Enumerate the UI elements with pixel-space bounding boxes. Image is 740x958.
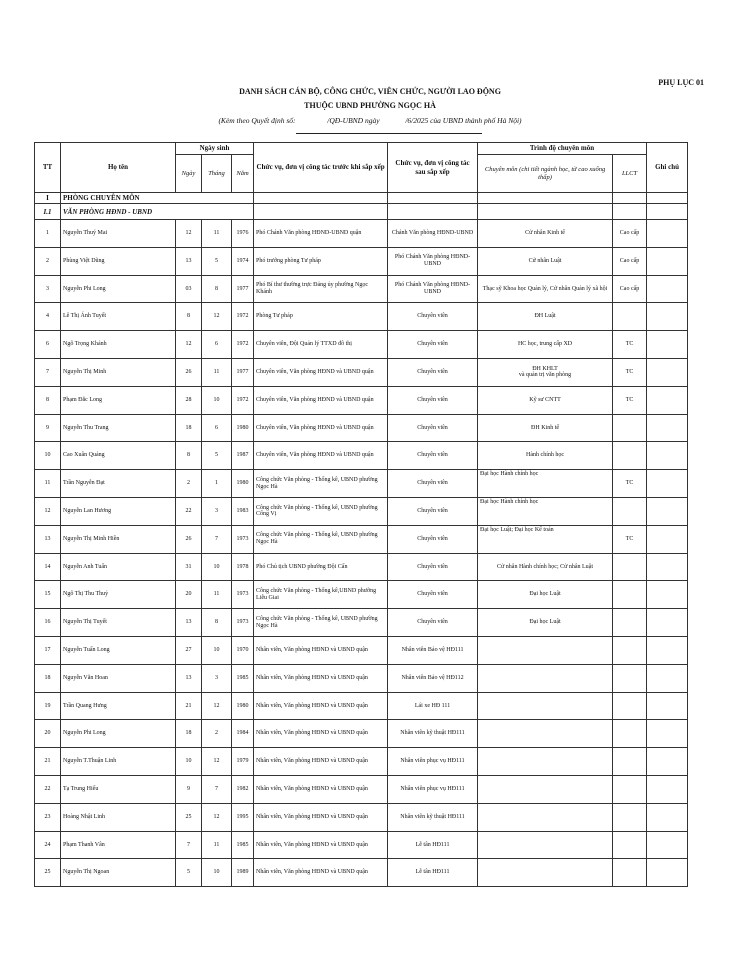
cell-llct [613, 442, 647, 470]
cell-llct [613, 803, 647, 831]
cell-month: 10 [202, 637, 232, 665]
cell-day: 22 [176, 498, 202, 526]
table-row [35, 748, 688, 776]
cell-year: 1984 [232, 720, 254, 748]
cell-llct: TC [613, 331, 647, 359]
cell-llct [613, 303, 647, 331]
cell-month: 8 [202, 609, 232, 637]
cell-llct [613, 859, 647, 887]
section-row [35, 193, 688, 204]
cell-position-before: Công chức Văn phòng - Thống kê, UBND phường Ngọc Hà [254, 470, 388, 498]
cell-tt: 1 [35, 220, 61, 248]
cell-position-before: Chuyên viên, Đội Quản lý TTXD đô thị [254, 331, 388, 359]
cell-tt: 18 [35, 664, 61, 692]
cell-note [647, 859, 688, 887]
cell-llct [613, 831, 647, 859]
table-row [35, 498, 688, 526]
cell-note [647, 414, 688, 442]
cell-year: 1973 [232, 525, 254, 553]
cell-year: 1983 [232, 498, 254, 526]
cell-note [647, 748, 688, 776]
cell-day: 18 [176, 720, 202, 748]
cell-position-before: Công chức Văn phòng - Thống kê, UBND phường Ngọc Hà [254, 609, 388, 637]
cell-position-after: Nhân viên Bảo vệ HĐ111 [388, 637, 478, 665]
table-row [35, 359, 688, 387]
cell-tt: 12 [35, 498, 61, 526]
cell-position-after: Chuyên viên [388, 609, 478, 637]
cell-year: 1985 [232, 664, 254, 692]
cell-day: 8 [176, 442, 202, 470]
cell-day: 2 [176, 470, 202, 498]
table-row [35, 803, 688, 831]
col-position-after: Chức vụ, đơn vị công tác sau sắp xếp [388, 143, 478, 193]
cell-position-before: Phó Chánh Văn phòng HĐND-UBND quận [254, 220, 388, 248]
cell-year: 1972 [232, 331, 254, 359]
cell-position-before: Phó Chủ tịch UBND phường Đội Cấn [254, 553, 388, 581]
cell-tt: 6 [35, 331, 61, 359]
cell-llct: TC [613, 525, 647, 553]
cell-position-before: Chuyên viên, Văn phòng HĐND và UBND quận [254, 386, 388, 414]
cell-tt: 17 [35, 637, 61, 665]
cell-name: Nguyễn Thị Tuyết [61, 609, 176, 637]
cell-month: 3 [202, 664, 232, 692]
cell-llct [613, 553, 647, 581]
cell-note [647, 303, 688, 331]
staff-table [34, 142, 688, 887]
cell-position-after: Phó Chánh Văn phòng HĐND-UBND [388, 247, 478, 275]
cell-position-after: Chuyên viên [388, 525, 478, 553]
cell-year: 1982 [232, 775, 254, 803]
cell-month: 3 [202, 498, 232, 526]
cell-specialty: Cử nhân Kinh tế [478, 220, 613, 248]
cell-tt: 2 [35, 247, 61, 275]
cell-month: 7 [202, 525, 232, 553]
cell-tt: 3 [35, 275, 61, 303]
table-row [35, 609, 688, 637]
cell-tt: 23 [35, 803, 61, 831]
cell-note [647, 637, 688, 665]
cell-note [647, 498, 688, 526]
cell-day: 27 [176, 637, 202, 665]
cell-name: Nguyễn Phi Long [61, 275, 176, 303]
cell-position-after: Chuyên viên [388, 303, 478, 331]
cell-specialty [478, 692, 613, 720]
table-row [35, 553, 688, 581]
cell-specialty: Thạc sỹ Khoa học Quản lý, Cử nhân Quản lý xã hội [478, 275, 613, 303]
section-number: I [35, 193, 61, 204]
cell-name: Nguyễn Thuý Mai [61, 220, 176, 248]
document-title-line1: DANH SÁCH CÁN BỘ, CÔNG CHỨC, VIÊN CHỨC, NGƯỜI LAO ĐỘNG [239, 87, 501, 96]
cell-name: Trần Quang Hưng [61, 692, 176, 720]
cell-position-after: Chuyên viên [388, 498, 478, 526]
cell-position-before: Phó trưởng phòng Tư pháp [254, 247, 388, 275]
table-row [35, 331, 688, 359]
cell-name: Hoàng Nhật Linh [61, 803, 176, 831]
cell-llct [613, 581, 647, 609]
cell-specialty [478, 664, 613, 692]
cell-position-after: Nhân viên phục vụ HĐ111 [388, 748, 478, 776]
cell-tt: 10 [35, 442, 61, 470]
cell-position-after: Nhân viên kỹ thuật HĐ111 [388, 803, 478, 831]
cell-tt: 13 [35, 525, 61, 553]
cell-position-after: Nhân viên kỹ thuật HĐ111 [388, 720, 478, 748]
cell-position-after: Chuyên viên [388, 581, 478, 609]
cell-llct: Cao cấp [613, 220, 647, 248]
cell-note [647, 664, 688, 692]
col-year: Năm [232, 155, 254, 193]
title-divider [296, 133, 482, 134]
cell-position-after: Chánh Văn phòng HĐND-UBND [388, 220, 478, 248]
cell-day: 8 [176, 303, 202, 331]
cell-day: 18 [176, 414, 202, 442]
cell-year: 1980 [232, 692, 254, 720]
cell-tt: 14 [35, 553, 61, 581]
cell-specialty: Cử nhân Luật [478, 247, 613, 275]
cell-year: 1970 [232, 637, 254, 665]
subtitle-part-a: (Kèm theo Quyết định số: [218, 116, 296, 125]
cell-note [647, 442, 688, 470]
table-row [35, 442, 688, 470]
cell-day: 12 [176, 220, 202, 248]
cell-specialty: Kỹ sư CNTT [478, 386, 613, 414]
cell-note [647, 331, 688, 359]
col-tt: TT [35, 143, 61, 193]
cell-tt: 19 [35, 692, 61, 720]
subtitle-part-b: /QĐ-UBND ngày [327, 116, 380, 125]
table-row [35, 470, 688, 498]
cell-position-after: Lái xe HĐ 111 [388, 692, 478, 720]
cell-year: 1973 [232, 581, 254, 609]
cell-position-before: Phó Bí thư thường trực Đảng ủy phường Ngọc Khánh [254, 275, 388, 303]
cell-position-before: Chuyên viên, Văn phòng HĐND và UBND quận [254, 414, 388, 442]
cell-tt: 21 [35, 748, 61, 776]
table-body [35, 193, 688, 887]
cell-name: Trần Nguyễn Đạt [61, 470, 176, 498]
cell-month: 6 [202, 414, 232, 442]
cell-day: 7 [176, 831, 202, 859]
cell-position-before: Công chức Văn phòng - Thống kê,UBND phường Liễu Giai [254, 581, 388, 609]
cell-llct [613, 692, 647, 720]
table-row [35, 386, 688, 414]
table-row [35, 692, 688, 720]
cell-note [647, 692, 688, 720]
cell-year: 1977 [232, 359, 254, 387]
table-row [35, 859, 688, 887]
cell-name: Nguyễn Văn Hoan [61, 664, 176, 692]
table-row [35, 275, 688, 303]
cell-note [647, 220, 688, 248]
cell-position-after: Nhân viên Bảo vệ HĐ112 [388, 664, 478, 692]
cell-year: 1976 [232, 220, 254, 248]
cell-note [647, 609, 688, 637]
cell-note [647, 831, 688, 859]
cell-month: 5 [202, 442, 232, 470]
cell-position-before: Phòng Tư pháp [254, 303, 388, 331]
table-row [35, 831, 688, 859]
cell-position-before: Nhân viên, Văn phòng HĐND và UBND quận [254, 831, 388, 859]
cell-day: 26 [176, 525, 202, 553]
cell-llct: Cao cấp [613, 275, 647, 303]
cell-name: Phạm Đắc Long [61, 386, 176, 414]
col-llct: LLCT [613, 155, 647, 193]
subsection-number: I.1 [35, 204, 61, 220]
cell-note [647, 775, 688, 803]
document-subtitle [0, 116, 740, 125]
cell-day: 03 [176, 275, 202, 303]
appendix-label: PHỤ LỤC 01 [658, 78, 704, 87]
table-row [35, 220, 688, 248]
cell-specialty: Đại học Hành chính học [478, 470, 613, 498]
cell-day: 9 [176, 775, 202, 803]
cell-tt: 25 [35, 859, 61, 887]
cell-llct: Cao cấp [613, 247, 647, 275]
cell-day: 13 [176, 609, 202, 637]
cell-specialty: Đại học Luật [478, 609, 613, 637]
cell-tt: 8 [35, 386, 61, 414]
cell-specialty [478, 720, 613, 748]
cell-specialty [478, 637, 613, 665]
cell-name: Nguyễn Lan Hương [61, 498, 176, 526]
subtitle-part-c: /6/2025 của UBND thành phố Hà Nội) [405, 116, 522, 125]
cell-month: 10 [202, 859, 232, 887]
section-label: PHÒNG CHUYÊN MÔN [61, 193, 254, 204]
cell-note [647, 803, 688, 831]
cell-llct: TC [613, 470, 647, 498]
cell-day: 26 [176, 359, 202, 387]
cell-tt: 11 [35, 470, 61, 498]
cell-tt: 15 [35, 581, 61, 609]
cell-year: 1972 [232, 386, 254, 414]
cell-name: Ngô Trọng Khánh [61, 331, 176, 359]
cell-tt: 22 [35, 775, 61, 803]
cell-specialty [478, 803, 613, 831]
cell-year: 1978 [232, 553, 254, 581]
cell-month: 11 [202, 831, 232, 859]
cell-position-after: Chuyên viên [388, 470, 478, 498]
cell-name: Nguyễn Thị Ngoan [61, 859, 176, 887]
cell-note [647, 720, 688, 748]
cell-specialty: Cử nhân Hành chính học; Cử nhân Luật [478, 553, 613, 581]
cell-month: 12 [202, 803, 232, 831]
cell-name: Cao Xuân Quảng [61, 442, 176, 470]
cell-month: 2 [202, 720, 232, 748]
cell-name: Tạ Trung Hiếu [61, 775, 176, 803]
cell-day: 10 [176, 748, 202, 776]
cell-month: 8 [202, 275, 232, 303]
cell-month: 10 [202, 386, 232, 414]
cell-note [647, 525, 688, 553]
cell-note [647, 247, 688, 275]
cell-tt: 24 [35, 831, 61, 859]
table-row [35, 775, 688, 803]
cell-tt: 9 [35, 414, 61, 442]
cell-month: 6 [202, 331, 232, 359]
cell-day: 13 [176, 247, 202, 275]
cell-specialty: ĐH Luật [478, 303, 613, 331]
cell-position-before: Nhân viên, Văn phòng HĐND và UBND quận [254, 748, 388, 776]
cell-note [647, 359, 688, 387]
document-title-line2: THUỘC UBND PHƯỜNG NGỌC HÀ [304, 101, 436, 110]
cell-month: 11 [202, 220, 232, 248]
cell-position-after: Lễ tân HĐ111 [388, 859, 478, 887]
col-position-before: Chức vụ, đơn vị công tác trước khi sắp xếp [254, 143, 388, 193]
cell-day: 20 [176, 581, 202, 609]
cell-year: 1973 [232, 609, 254, 637]
cell-llct: TC [613, 359, 647, 387]
col-name: Họ tên [61, 143, 176, 193]
cell-specialty: Đại học Luật; Đại học Kế toán [478, 525, 613, 553]
cell-specialty [478, 775, 613, 803]
cell-position-after: Chuyên viên [388, 414, 478, 442]
cell-year: 1995 [232, 803, 254, 831]
cell-specialty [478, 748, 613, 776]
cell-specialty: Đại học Luật [478, 581, 613, 609]
cell-specialty: ĐH Kinh tế [478, 414, 613, 442]
cell-year: 1977 [232, 275, 254, 303]
cell-specialty [478, 859, 613, 887]
cell-note [647, 275, 688, 303]
cell-tt: 20 [35, 720, 61, 748]
cell-note [647, 581, 688, 609]
cell-day: 13 [176, 664, 202, 692]
cell-year: 1972 [232, 303, 254, 331]
table-row [35, 303, 688, 331]
cell-month: 7 [202, 775, 232, 803]
cell-position-before: Công chức Văn phòng - Thống kê, UBND phường Ngọc Hà [254, 525, 388, 553]
cell-specialty [478, 831, 613, 859]
table-row [35, 720, 688, 748]
cell-tt: 16 [35, 609, 61, 637]
col-qualification: Trình độ chuyên môn [478, 143, 647, 155]
cell-day: 21 [176, 692, 202, 720]
cell-month: 11 [202, 359, 232, 387]
cell-position-after: Chuyên viên [388, 386, 478, 414]
cell-position-after: Chuyên viên [388, 553, 478, 581]
table-row [35, 247, 688, 275]
cell-name: Ngô Thị Thu Thuỷ [61, 581, 176, 609]
col-note: Ghi chú [647, 143, 688, 193]
cell-year: 1989 [232, 859, 254, 887]
cell-position-after: Nhân viên phục vụ HĐ111 [388, 775, 478, 803]
cell-month: 12 [202, 748, 232, 776]
cell-position-before: Nhân viên, Văn phòng HĐND và UBND quận [254, 637, 388, 665]
cell-year: 1987 [232, 442, 254, 470]
cell-name: Nguyễn Anh Tuấn [61, 553, 176, 581]
cell-name: Nguyễn Thị Minh [61, 359, 176, 387]
subsection-label: VĂN PHÒNG HĐND - UBND [61, 204, 254, 220]
cell-position-before: Công chức Văn phòng - Thống kê, UBND phường Cống Vị [254, 498, 388, 526]
cell-month: 10 [202, 553, 232, 581]
cell-name: Nguyễn Thu Trang [61, 414, 176, 442]
cell-position-after: Phó Chánh Văn phòng HĐND-UBND [388, 275, 478, 303]
cell-day: 25 [176, 803, 202, 831]
cell-year: 1979 [232, 748, 254, 776]
cell-position-before: Nhân viên, Văn phòng HĐND và UBND quận [254, 692, 388, 720]
cell-position-before: Nhân viên, Văn phòng HĐND và UBND quận [254, 803, 388, 831]
cell-note [647, 553, 688, 581]
cell-llct [613, 498, 647, 526]
cell-tt: 7 [35, 359, 61, 387]
cell-specialty: Hành chính học [478, 442, 613, 470]
cell-day: 28 [176, 386, 202, 414]
cell-llct [613, 720, 647, 748]
cell-llct [613, 664, 647, 692]
cell-tt: 4 [35, 303, 61, 331]
cell-name: Nguyễn Tuấn Long [61, 637, 176, 665]
cell-day: 31 [176, 553, 202, 581]
col-specialty: Chuyên môn (chi tiết ngành học, từ cao xuống thấp) [478, 155, 613, 193]
cell-month: 12 [202, 303, 232, 331]
cell-llct: TC [613, 386, 647, 414]
table-row [35, 637, 688, 665]
cell-note [647, 470, 688, 498]
col-dob: Ngày sinh [176, 143, 254, 155]
cell-llct [613, 775, 647, 803]
cell-name: Lê Thị Ánh Tuyết [61, 303, 176, 331]
cell-position-after: Chuyên viên [388, 331, 478, 359]
cell-name: Nguyễn T.Thuận Linh [61, 748, 176, 776]
cell-position-before: Chuyên viên, Văn phòng HĐND và UBND quận [254, 359, 388, 387]
cell-position-after: Lễ tân HĐ111 [388, 831, 478, 859]
cell-llct [613, 637, 647, 665]
cell-month: 1 [202, 470, 232, 498]
cell-year: 1980 [232, 470, 254, 498]
cell-name: Nguyễn Phi Long [61, 720, 176, 748]
cell-llct [613, 414, 647, 442]
table-row [35, 581, 688, 609]
cell-specialty: HC học, trung cấp XD [478, 331, 613, 359]
cell-year: 1980 [232, 414, 254, 442]
cell-year: 1985 [232, 831, 254, 859]
cell-position-before: Chuyên viên, Văn phòng HĐND và UBND quận [254, 442, 388, 470]
cell-position-after: Chuyên viên [388, 442, 478, 470]
col-day: Ngày [176, 155, 202, 193]
cell-name: Phùng Việt Dũng [61, 247, 176, 275]
cell-day: 5 [176, 859, 202, 887]
cell-position-after: Chuyên viên [388, 359, 478, 387]
col-month: Tháng [202, 155, 232, 193]
cell-month: 5 [202, 247, 232, 275]
cell-specialty: ĐH KHLT và quản trị văn phòng [478, 359, 613, 387]
table-row [35, 664, 688, 692]
cell-llct [613, 609, 647, 637]
cell-position-before: Nhân viên, Văn phòng HĐND và UBND quận [254, 664, 388, 692]
cell-name: Nguyễn Thị Minh Hiền [61, 525, 176, 553]
cell-name: Phạm Thanh Vân [61, 831, 176, 859]
cell-specialty: Đại học Hành chính học [478, 498, 613, 526]
table-row [35, 414, 688, 442]
cell-position-before: Nhân viên, Văn phòng HĐND và UBND quận [254, 775, 388, 803]
cell-llct [613, 748, 647, 776]
cell-year: 1974 [232, 247, 254, 275]
cell-month: 12 [202, 692, 232, 720]
cell-note [647, 386, 688, 414]
cell-position-before: Nhân viên, Văn phòng HĐND và UBND quận [254, 720, 388, 748]
table-row [35, 525, 688, 553]
cell-month: 11 [202, 581, 232, 609]
cell-day: 12 [176, 331, 202, 359]
cell-position-before: Nhân viên, Văn phòng HĐND và UBND quận [254, 859, 388, 887]
subsection-row [35, 204, 688, 220]
